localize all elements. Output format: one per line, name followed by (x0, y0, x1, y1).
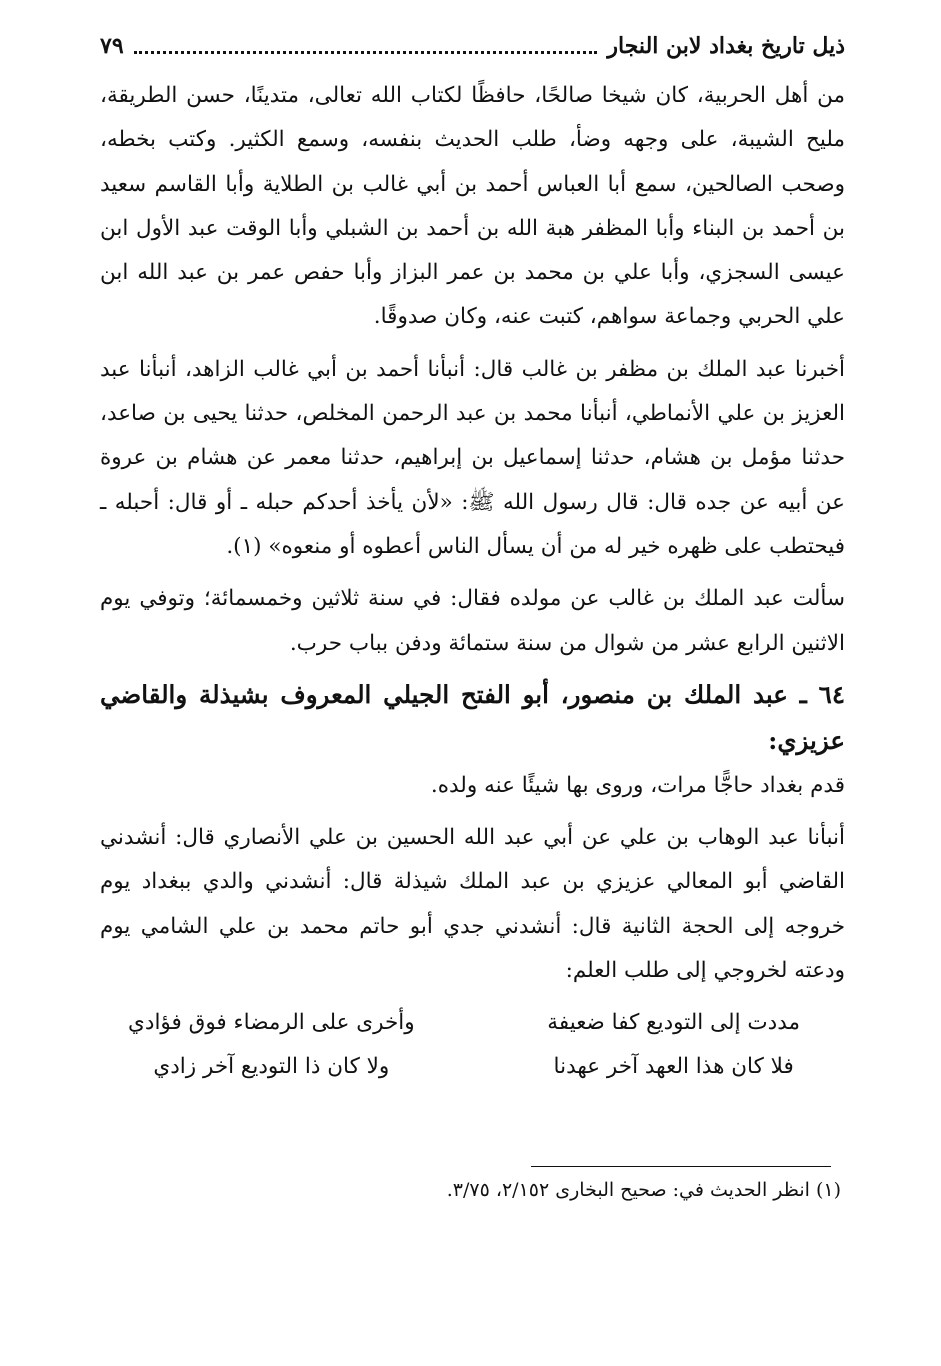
verse-second-hemistich: ولا كان ذا التوديع آخر زادي (153, 1054, 390, 1080)
header-title: ذيل تاريخ بغداد لابن النجار (607, 33, 845, 59)
paragraph: أخبرنا عبد الملك بن مظفر بن غالب قال: أنبأنا أحمد بن أبي غالب الزاهد، أنبأنا عبد العزيز بن علي الأنماطي، أنبأنا محمد بن عبد الرحمن المخلص، حدثنا يحيى بن صاعد، حدثنا مؤمل بن هشام، حدثنا إسماعيل بن إبراهيم، حدثنا معمر عن هشام بن عروة عن أبيه عن جده قال: قال رسول الله ﷺ: «لأن يأخذ أحدكم حبله ـ أو قال: أحبله ـ فيحتطب على ظهره خير له من أن يسأل الناس أعطوه أو منعوه» (١). (100, 356, 845, 559)
entry-heading: ٦٤ ـ عبد الملك بن منصور، أبو الفتح الجيلي المعروف بشيذلة والقاضي عزيزي: (100, 679, 845, 755)
poem-verses (100, 1001, 845, 1089)
paragraph: قدم بغداد حاجًّا مرات، وروى بها شيئًا عنه ولده. (430, 772, 845, 798)
paragraph: من أهل الحربية، كان شيخا صالحًا، حافظًا لكتاب الله تعالى، متدينًا، حسن الطريقة، مليح الشيبة، على وجهه وضأ، طلب الحديث بنفسه، وسمع الكثير. وكتب بخطه، وصحب الصالحين، سمع أبا العباس أحمد بن أبي غالب بن الطلاية وأبا القاسم سعيد بن أحمد بن البناء وأبا المظفر هبة الله بن أحمد بن الشبلي وأبا الوقت عبد الأول ابن عيسى السجزي، وأبا علي بن محمد بن عمر البزاز وأبا حفص عمر بن عبد الله ابن علي الحربي وجماعة سواهم، كتبت عنه، وكان صدوقًا. (100, 83, 845, 330)
page-body (100, 74, 845, 1089)
footnote-divider (531, 1166, 831, 1167)
verse-line (100, 1001, 845, 1045)
verse-first-hemistich: مددت إلى التوديع كفا ضعيفة (547, 1010, 800, 1036)
page-number: ٧٩ (100, 33, 124, 59)
verse-second-hemistich: وأخرى على الرمضاء فوق فؤادي (128, 1010, 415, 1036)
running-header (100, 26, 845, 66)
verse-line (100, 1045, 845, 1089)
footnote: (١) انظر الحديث في: صحيح البخارى ٢/١٥٢، ٣/٧٥. (446, 1179, 841, 1201)
paragraph: أنبأنا عبد الوهاب بن علي عن أبي عبد الله الحسين بن علي الأنصاري قال: أنشدني القاضي أبو المعالي عزيزي بن عبد الملك شيذلة قال: أنشدني والدي ببغداد يوم خروجه إلى الحجة الثانية قال: أنشدني جدي أبو حاتم محمد بن علي الشامي يوم ودعته لخروجي إلى طلب العلم: (100, 825, 845, 984)
verse-first-hemistich: فلا كان هذا العهد آخر عهدنا (553, 1054, 794, 1080)
paragraph: سألت عبد الملك بن غالب عن مولده فقال: في سنة ثلاثين وخمسمائة؛ وتوفي يوم الاثنين الرابع عشر من شوال من سنة ستمائة ودفن بباب حرب. (100, 586, 845, 656)
header-dot-leader (134, 51, 598, 54)
